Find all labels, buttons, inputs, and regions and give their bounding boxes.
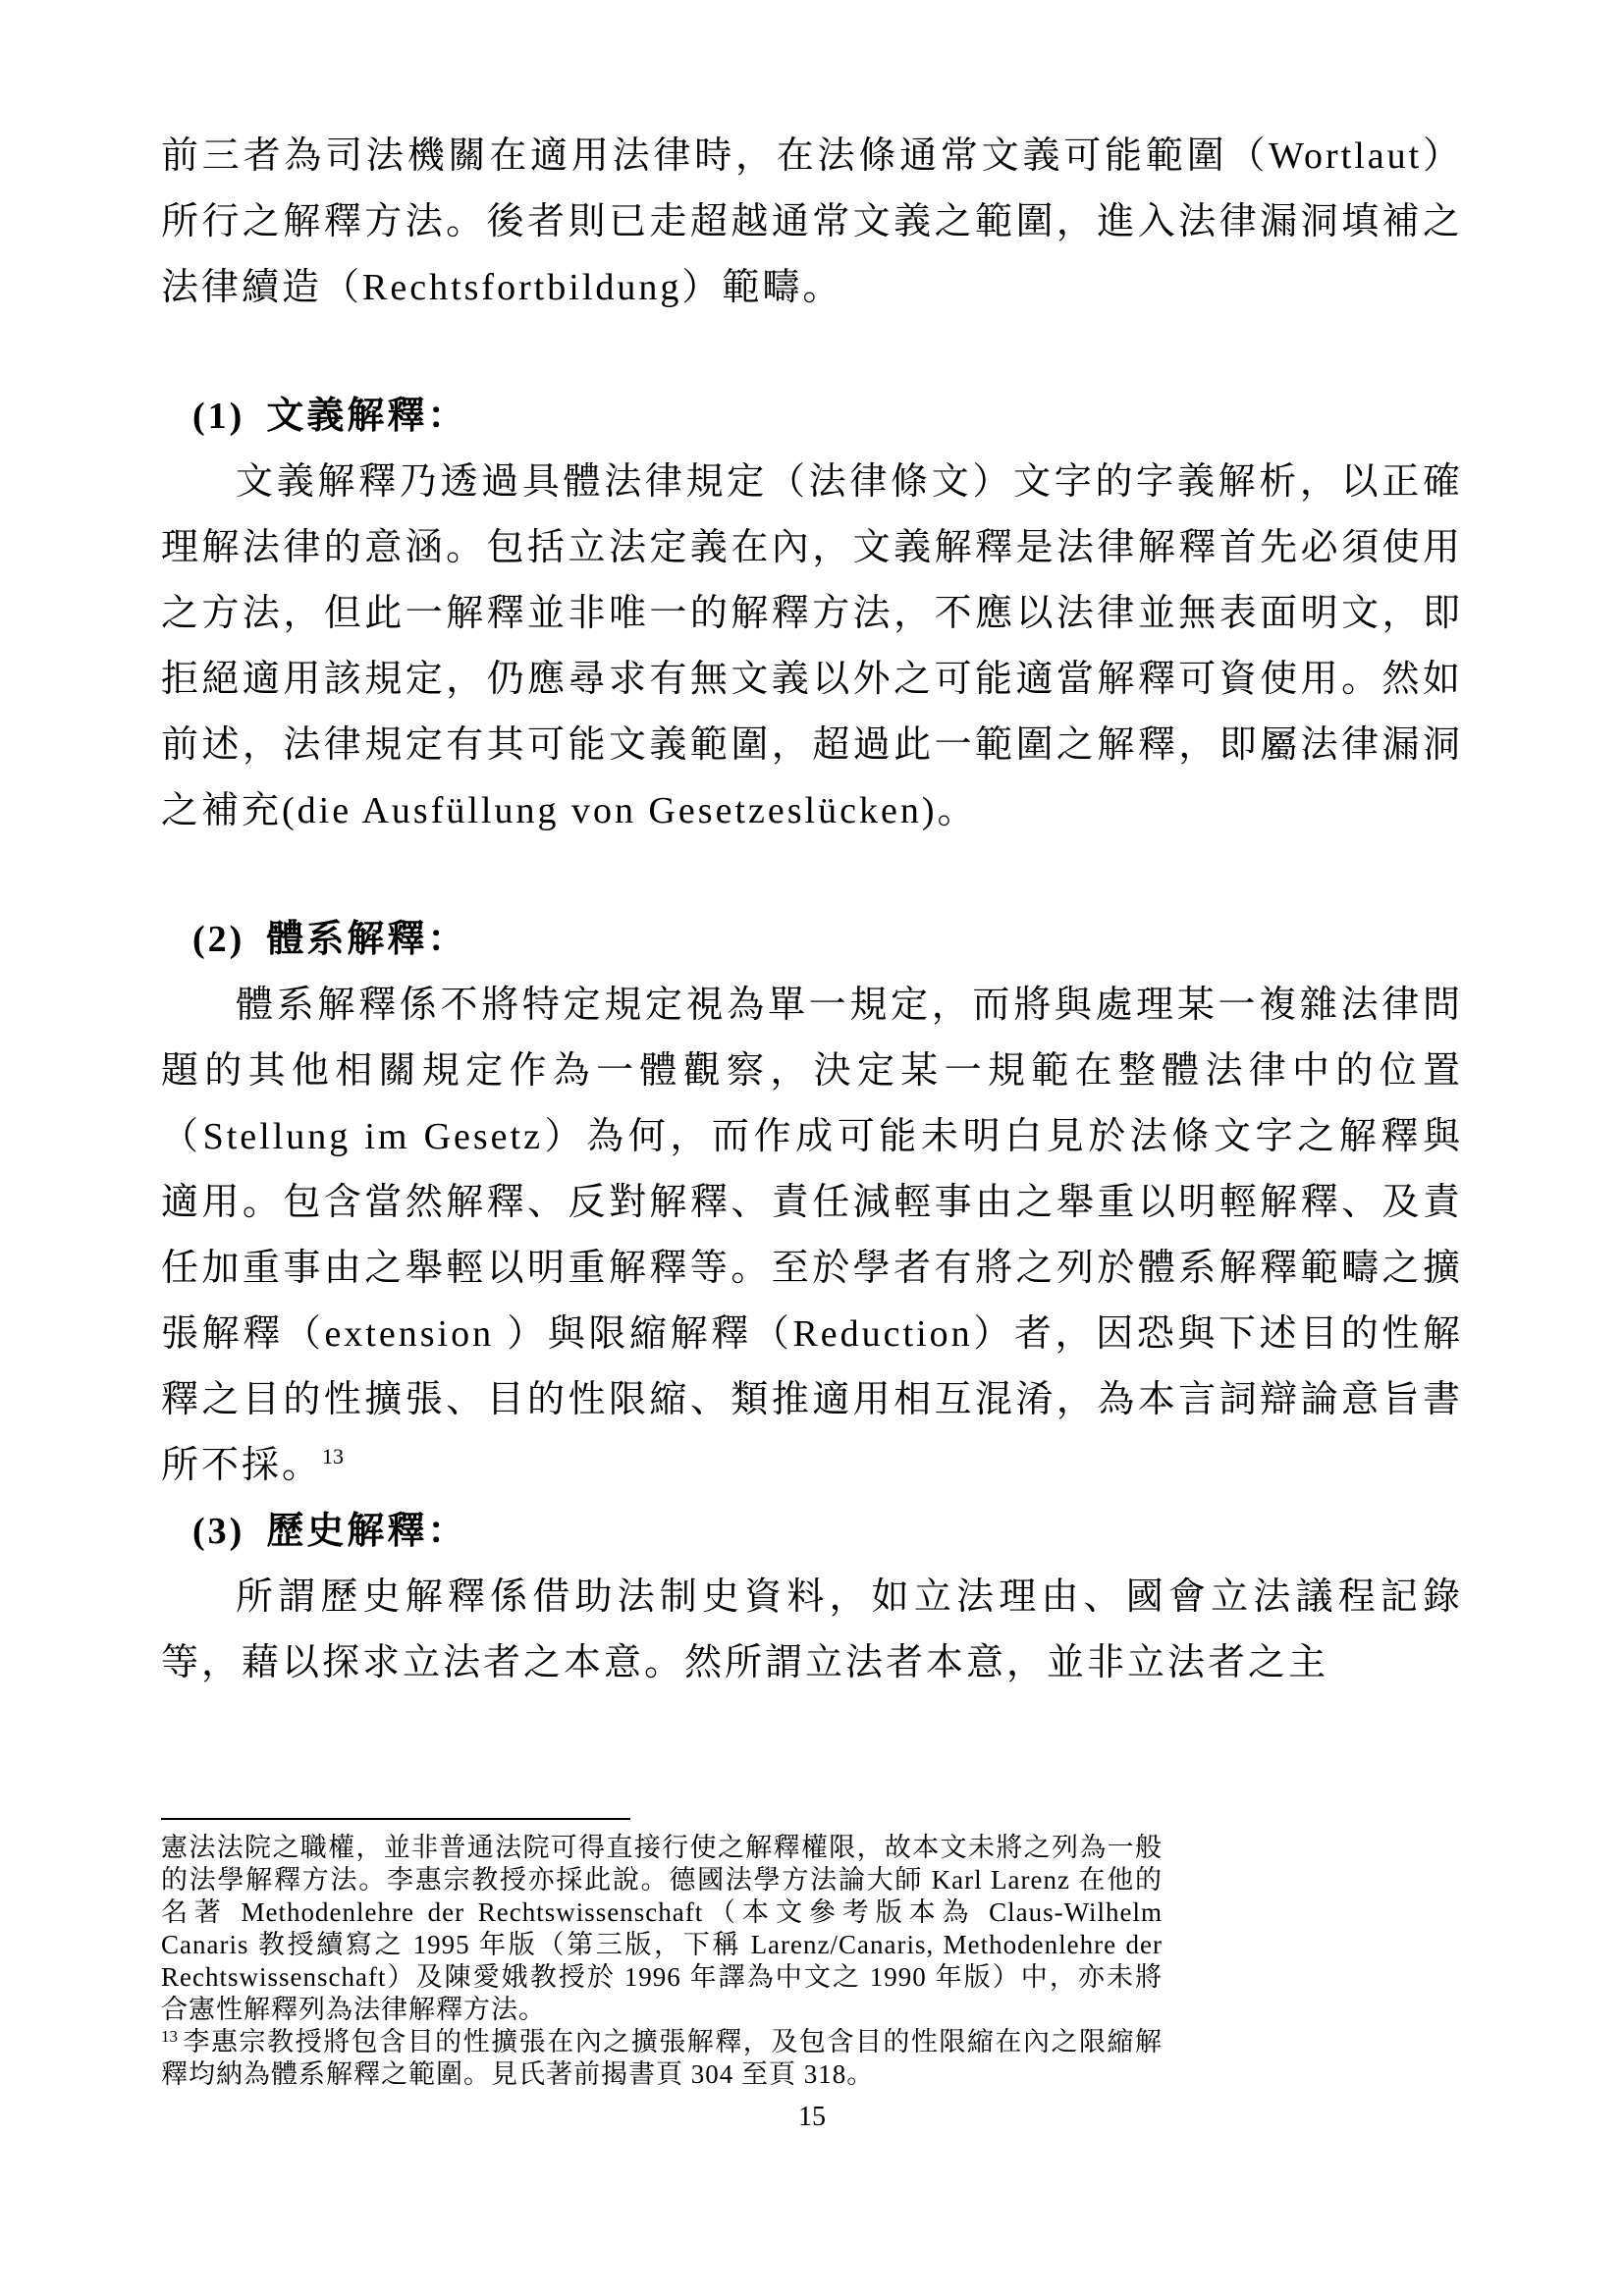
paragraph-section-2-text: 體系解釋係不將特定規定視為單一規定，而將與處理某一複雜法律問題的其他相關規定作為一體觀察，決定某一規範在整體法律中的位置（Stellung im Gesetz）為何，而作成可能未明白見於法條文字之解釋與適用。包含當然解釋、反對解釋、責任減輕事由之舉重以明輕解釋、及責任加重事由之舉輕以明重解釋等。至於學者有將之列於體系解釋範疇之擴張解釋（extension ）與限縮解釋（Reduction）者，因恐與下述目的性解釋之目的性擴張、目的性限縮、類推適用相互混淆，為本言詞辯論意旨書所不採。 — [161, 985, 1463, 1486]
paragraph-section-2 — [161, 973, 1463, 1499]
paragraph-section-1: 文義解釋乃透過具體法律規定（法律條文）文字的字義解析，以正確理解法律的意涵。包括立法定義在內，文義解釋是法律解釋首先必須使用之方法，但此一解釋並非唯一的解釋方法，不應以法律並無表面明文，即拒絕適用該規定，仍應尋求有無文義以外之可能適當解釋可資使用。然如前述，法律規定有其可能文義範圍，超過此一範圍之解釋，即屬法律漏洞之補充(die Ausfüllung von Gesetzeslücken)。 — [161, 461, 1463, 831]
section-heading-1-text: 文義解釋： — [266, 396, 468, 437]
section-heading-3-number: (3) — [192, 1511, 245, 1552]
section-heading-2 — [161, 907, 1463, 973]
section-heading-1 — [161, 384, 1463, 450]
footnote-reference-13: 13 — [322, 1444, 345, 1468]
section-heading-1-number: (1) — [192, 396, 245, 437]
footnote-separator-rule — [161, 1818, 630, 1820]
section-heading-3 — [161, 1499, 1463, 1565]
footnote-13 — [161, 2026, 1163, 2091]
footnote-area — [161, 1818, 1163, 2091]
body-text — [161, 124, 1463, 1696]
section-heading-2-number: (2) — [192, 919, 245, 960]
paragraph-section-3: 所謂歷史解釋係借助法制史資料，如立法理由、國會立法議程記錄等，藉以探求立法者之本意。然所謂立法者本意，並非立法者之主 — [161, 1576, 1463, 1683]
section-heading-3-text: 歷史解釋： — [266, 1511, 468, 1552]
footnote-13-text: 李惠宗教授將包含目的性擴張在內之擴張解釋，及包含目的性限縮在內之限縮解釋均納為體系解釋之範圍。見氏著前揭書頁 304 至頁 318。 — [161, 2027, 1163, 2089]
paragraph-intro: 前三者為司法機關在適用法律時，在法條通常文義可能範圍（Wortlaut）所行之解釋方法。後者則已走超越通常文義之範圍，進入法律漏洞填補之法律續造（Rechtsfortbildung）範疇。 — [161, 135, 1463, 308]
section-heading-2-text: 體系解釋： — [266, 919, 468, 960]
footnote-13-marker: 13 — [161, 2027, 178, 2046]
footnote-continuation: 憲法法院之職權，並非普通法院可得直接行使之解釋權限，故本文未將之列為一般的法學解釋方法。李惠宗教授亦採此說。德國法學方法論大師 Karl Larenz 在他的名著 Methodenlehre der Rechtswissenschaft（本文參考版本為 Claus-Wilhelm Canaris 教授續寫之 1995 年版（第三版，下稱 Larenz/Canaris, Methodenlehre der Rechtswissenschaft）及陳愛娥教授於 1996 年譯為中文之 1990 年版）中，亦未將合憲性解釋列為法律解釋方法。 — [161, 1833, 1163, 2024]
page-number: 15 — [798, 2102, 826, 2132]
